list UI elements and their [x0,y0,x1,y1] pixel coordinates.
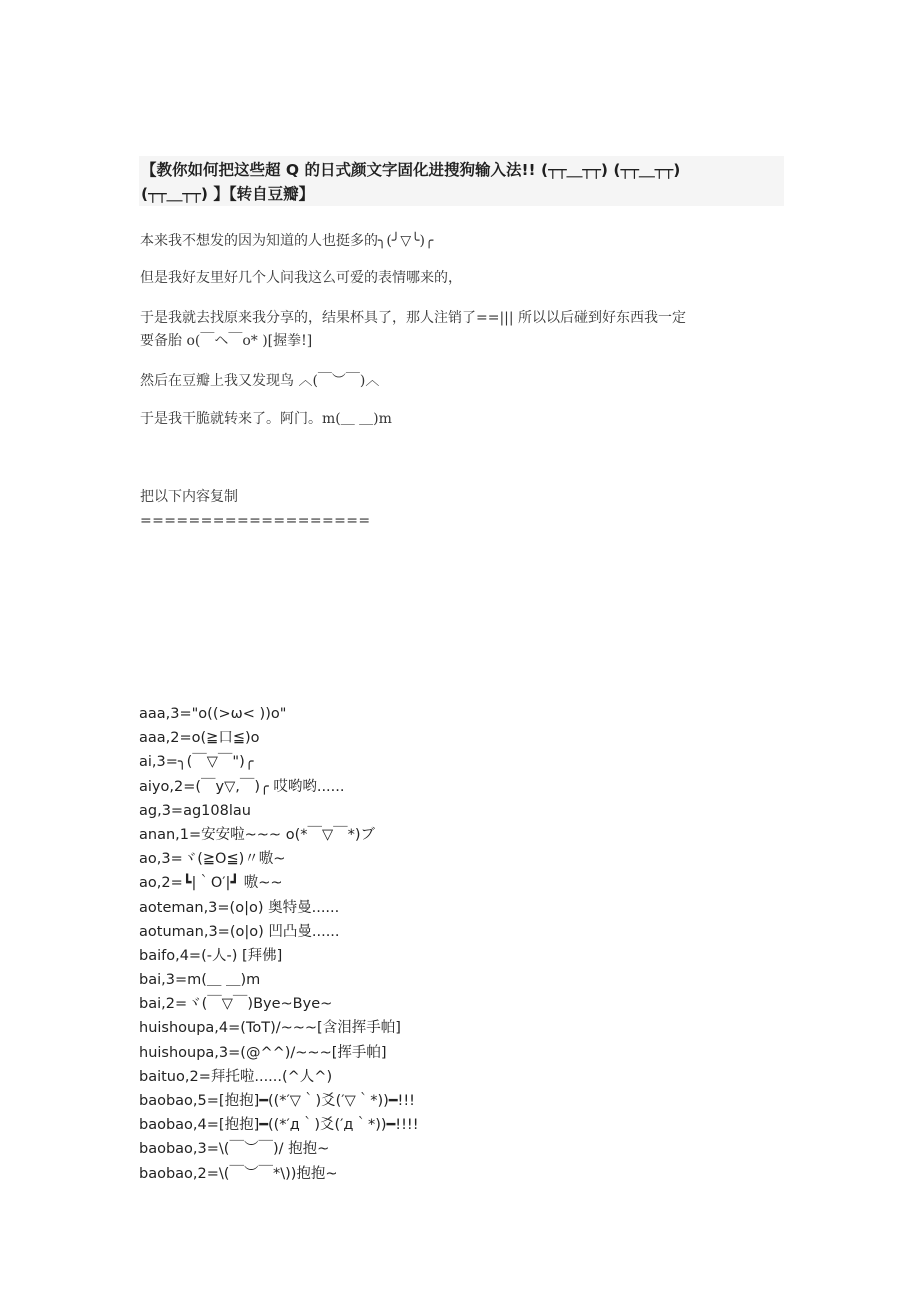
emoticon-entry: aotuman,3=(o|o) 凹凸曼...... [139,923,340,940]
intro-paragraph-5: 于是我干脆就转来了。阿门。m(＿ ＿)m [140,411,392,427]
emoticon-entry: aaa,3="o((>ω< ))o" [139,706,287,722]
emoticon-entry: aoteman,3=(o|o) 奥特曼...... [139,899,340,916]
emoticon-entry: huishoupa,4=(ToT)/~~~[含泪挥手帕] [139,1020,401,1037]
intro-paragraph-4: 然后在豆瓣上我又发现鸟 ︿(￣︶￣)︿ [140,373,380,389]
intro-paragraph-2: 但是我好友里好几个人问我这么可爱的表情哪来的， [140,270,462,286]
emoticon-entry: ao,3=ヾ(≧O≦)〃嗷~ [139,851,286,868]
emoticon-entry-list [139,702,839,1186]
emoticon-entry: ai,3=╮(￣▽￣")╭ [139,754,254,771]
emoticon-entry: anan,1=安安啦~~~ o(*￣▽￣*)ブ [139,826,376,843]
emoticon-entry: aaa,2=o(≧口≦)o [139,730,260,747]
intro-paragraph-1: 本来我不想发的因为知道的人也挺多的╮(╯▽╰)╭ [140,233,434,249]
emoticon-entry: baobao,4=[抱抱]━((*′д｀)爻(′д｀*))━!!!! [139,1117,419,1134]
intro-paragraph-3: 于是我就去找原来我分享的，结果杯具了，那人注销了==||| 所以以后碰到好东西我一定 [140,310,687,326]
text-divider: =================== [140,513,371,529]
emoticon-entry: ag,3=ag108lau [139,802,251,819]
copy-instruction: 把以下内容复制 [140,489,238,505]
emoticon-entry: baobao,3=\(￣︶￣)/ 抱抱~ [139,1141,330,1158]
emoticon-entry: aiyo,2=(￣y▽,￣)╭ 哎哟哟...... [139,778,345,795]
emoticon-entry: bai,2=ヾ(￣▽￣)Bye~Bye~ [139,996,333,1013]
emoticon-entry: ao,2=┗|｀O′|┛ 嗷~~ [139,875,283,892]
emoticon-entry: baituo,2=拜托啦......(^人^) [139,1068,333,1085]
emoticon-entry: baifo,4=(-人-) [拜佛] [139,947,283,964]
emoticon-entry: huishoupa,3=(@^^)/~~~[挥手帕] [139,1044,387,1061]
emoticon-entry: baobao,5=[抱抱]━((*′▽｀)爻(′▽｀*))━!!! [139,1093,415,1109]
intro-paragraph-3-continued: 要备胎 o(￣ヘ￣o* )[握拳!] [140,333,313,349]
emoticon-entry: baobao,2=\(￣︶￣*\))抱抱~ [139,1165,338,1182]
emoticon-entry: bai,3=m(＿ ＿)m [139,972,261,989]
article-title-line-2: (┬┬＿┬┬) 】【转自豆瓣】 [141,185,315,203]
article-title-line-1: 【教你如何把这些超 Q 的日式颜文字固化进搜狗输入法!! (┬┬＿┬┬) (┬┬＿┬┬) [141,161,681,179]
